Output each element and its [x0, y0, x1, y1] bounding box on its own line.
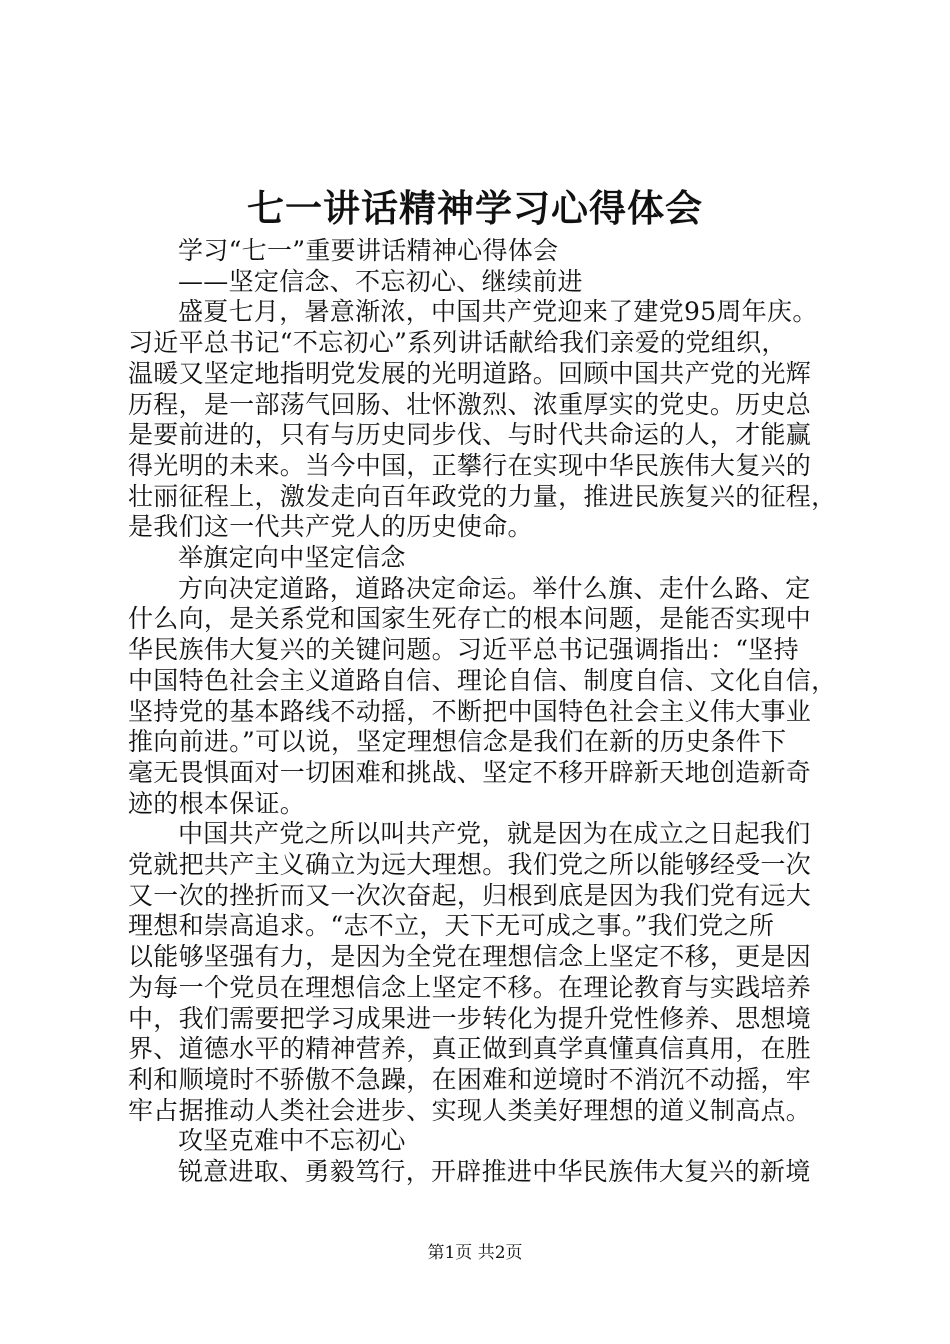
text-line: 是我们这一代共产党人的历史使命。 [128, 512, 533, 542]
text-line: 毫无畏惧面对一切困难和挑战、坚定不移开辟新天地创造新奇 [128, 757, 812, 787]
text-line: 推向前进。”可以说，坚定理想信念是我们在新的历史条件下 [128, 727, 787, 757]
text-line: 理想和崇高追求。“志不立，天下无可成之事。”我们党之所 [128, 911, 775, 941]
text-line: 迹的根本保证。 [128, 788, 306, 818]
page-footer: 第1页 共2页 [427, 1243, 523, 1263]
document-body [128, 236, 838, 1188]
text-line: 什么向，是关系党和国家生死存亡的根本问题，是能否实现中 [128, 604, 812, 634]
text-line: 党就把共产主义确立为远大理想。我们党之所以能够经受一次 [128, 850, 812, 880]
text-line: 界、道德水平的精神营养，真正做到真学真懂真信真用，在胜 [128, 1034, 812, 1064]
text-line: 学习“七一”重要讲话精神心得体会 [178, 236, 559, 265]
text-line: 牢占据推动人类社会进步、实现人类美好理想的道义制高点。 [128, 1095, 812, 1125]
text-line: 温暖又坚定地指明党发展的光明道路。回顾中国共产党的光辉 [128, 358, 812, 388]
document-title: 七一讲话精神学习心得体会 [247, 186, 703, 230]
text-line: 盛夏七月，暑意渐浓，中国共产党迎来了建党95周年庆。 [178, 297, 818, 327]
text-line: 中国特色社会主义道路自信、理论自信、制度自信、文化自信， [128, 665, 837, 695]
text-line: 坚持党的基本路线不动摇，不断把中国特色社会主义伟大事业 [128, 696, 812, 726]
text-line: 方向决定道路，道路决定命运。举什么旗、走什么路、定 [178, 573, 811, 603]
text-line: 华民族伟大复兴的关键问题。习近平总书记强调指出：“坚持 [128, 635, 799, 665]
text-line: 又一次的挫折而又一次次奋起，归根到底是因为我们党有远大 [128, 880, 812, 910]
text-line: 中，我们需要把学习成果进一步转化为提升党性修养、思想境 [128, 1003, 812, 1033]
text-line: 中国共产党之所以叫共产党，就是因为在成立之日起我们 [178, 819, 811, 849]
text-line: 锐意进取、勇毅笃行，开辟推进中华民族伟大复兴的新境 [178, 1157, 811, 1187]
text-line: 是要前进的，只有与历史同步伐、与时代共命运的人，才能赢 [128, 420, 812, 450]
text-line: 历程，是一部荡气回肠、壮怀激烈、浓重厚实的党史。历史总 [128, 389, 812, 419]
text-line: 以能够坚强有力，是因为全党在理想信念上坚定不移，更是因 [128, 942, 812, 972]
text-line: ——坚定信念、不忘初心、继续前进 [178, 266, 583, 296]
text-line: 为每一个党员在理想信念上坚定不移。在理论教育与实践培养 [128, 972, 812, 1002]
text-line: 习近平总书记“不忘初心”系列讲话献给我们亲爱的党组织， [128, 328, 787, 358]
text-line: 举旗定向中坚定信念 [178, 543, 406, 573]
text-line: 利和顺境时不骄傲不急躁，在困难和逆境时不消沉不动摇，牢 [128, 1064, 812, 1094]
text-line: 攻坚克难中不忘初心 [178, 1126, 406, 1156]
text-line: 得光明的未来。当今中国，正攀行在实现中华民族伟大复兴的 [128, 450, 812, 480]
text-line: 壮丽征程上，激发走向百年政党的力量，推进民族复兴的征程， [128, 481, 837, 511]
